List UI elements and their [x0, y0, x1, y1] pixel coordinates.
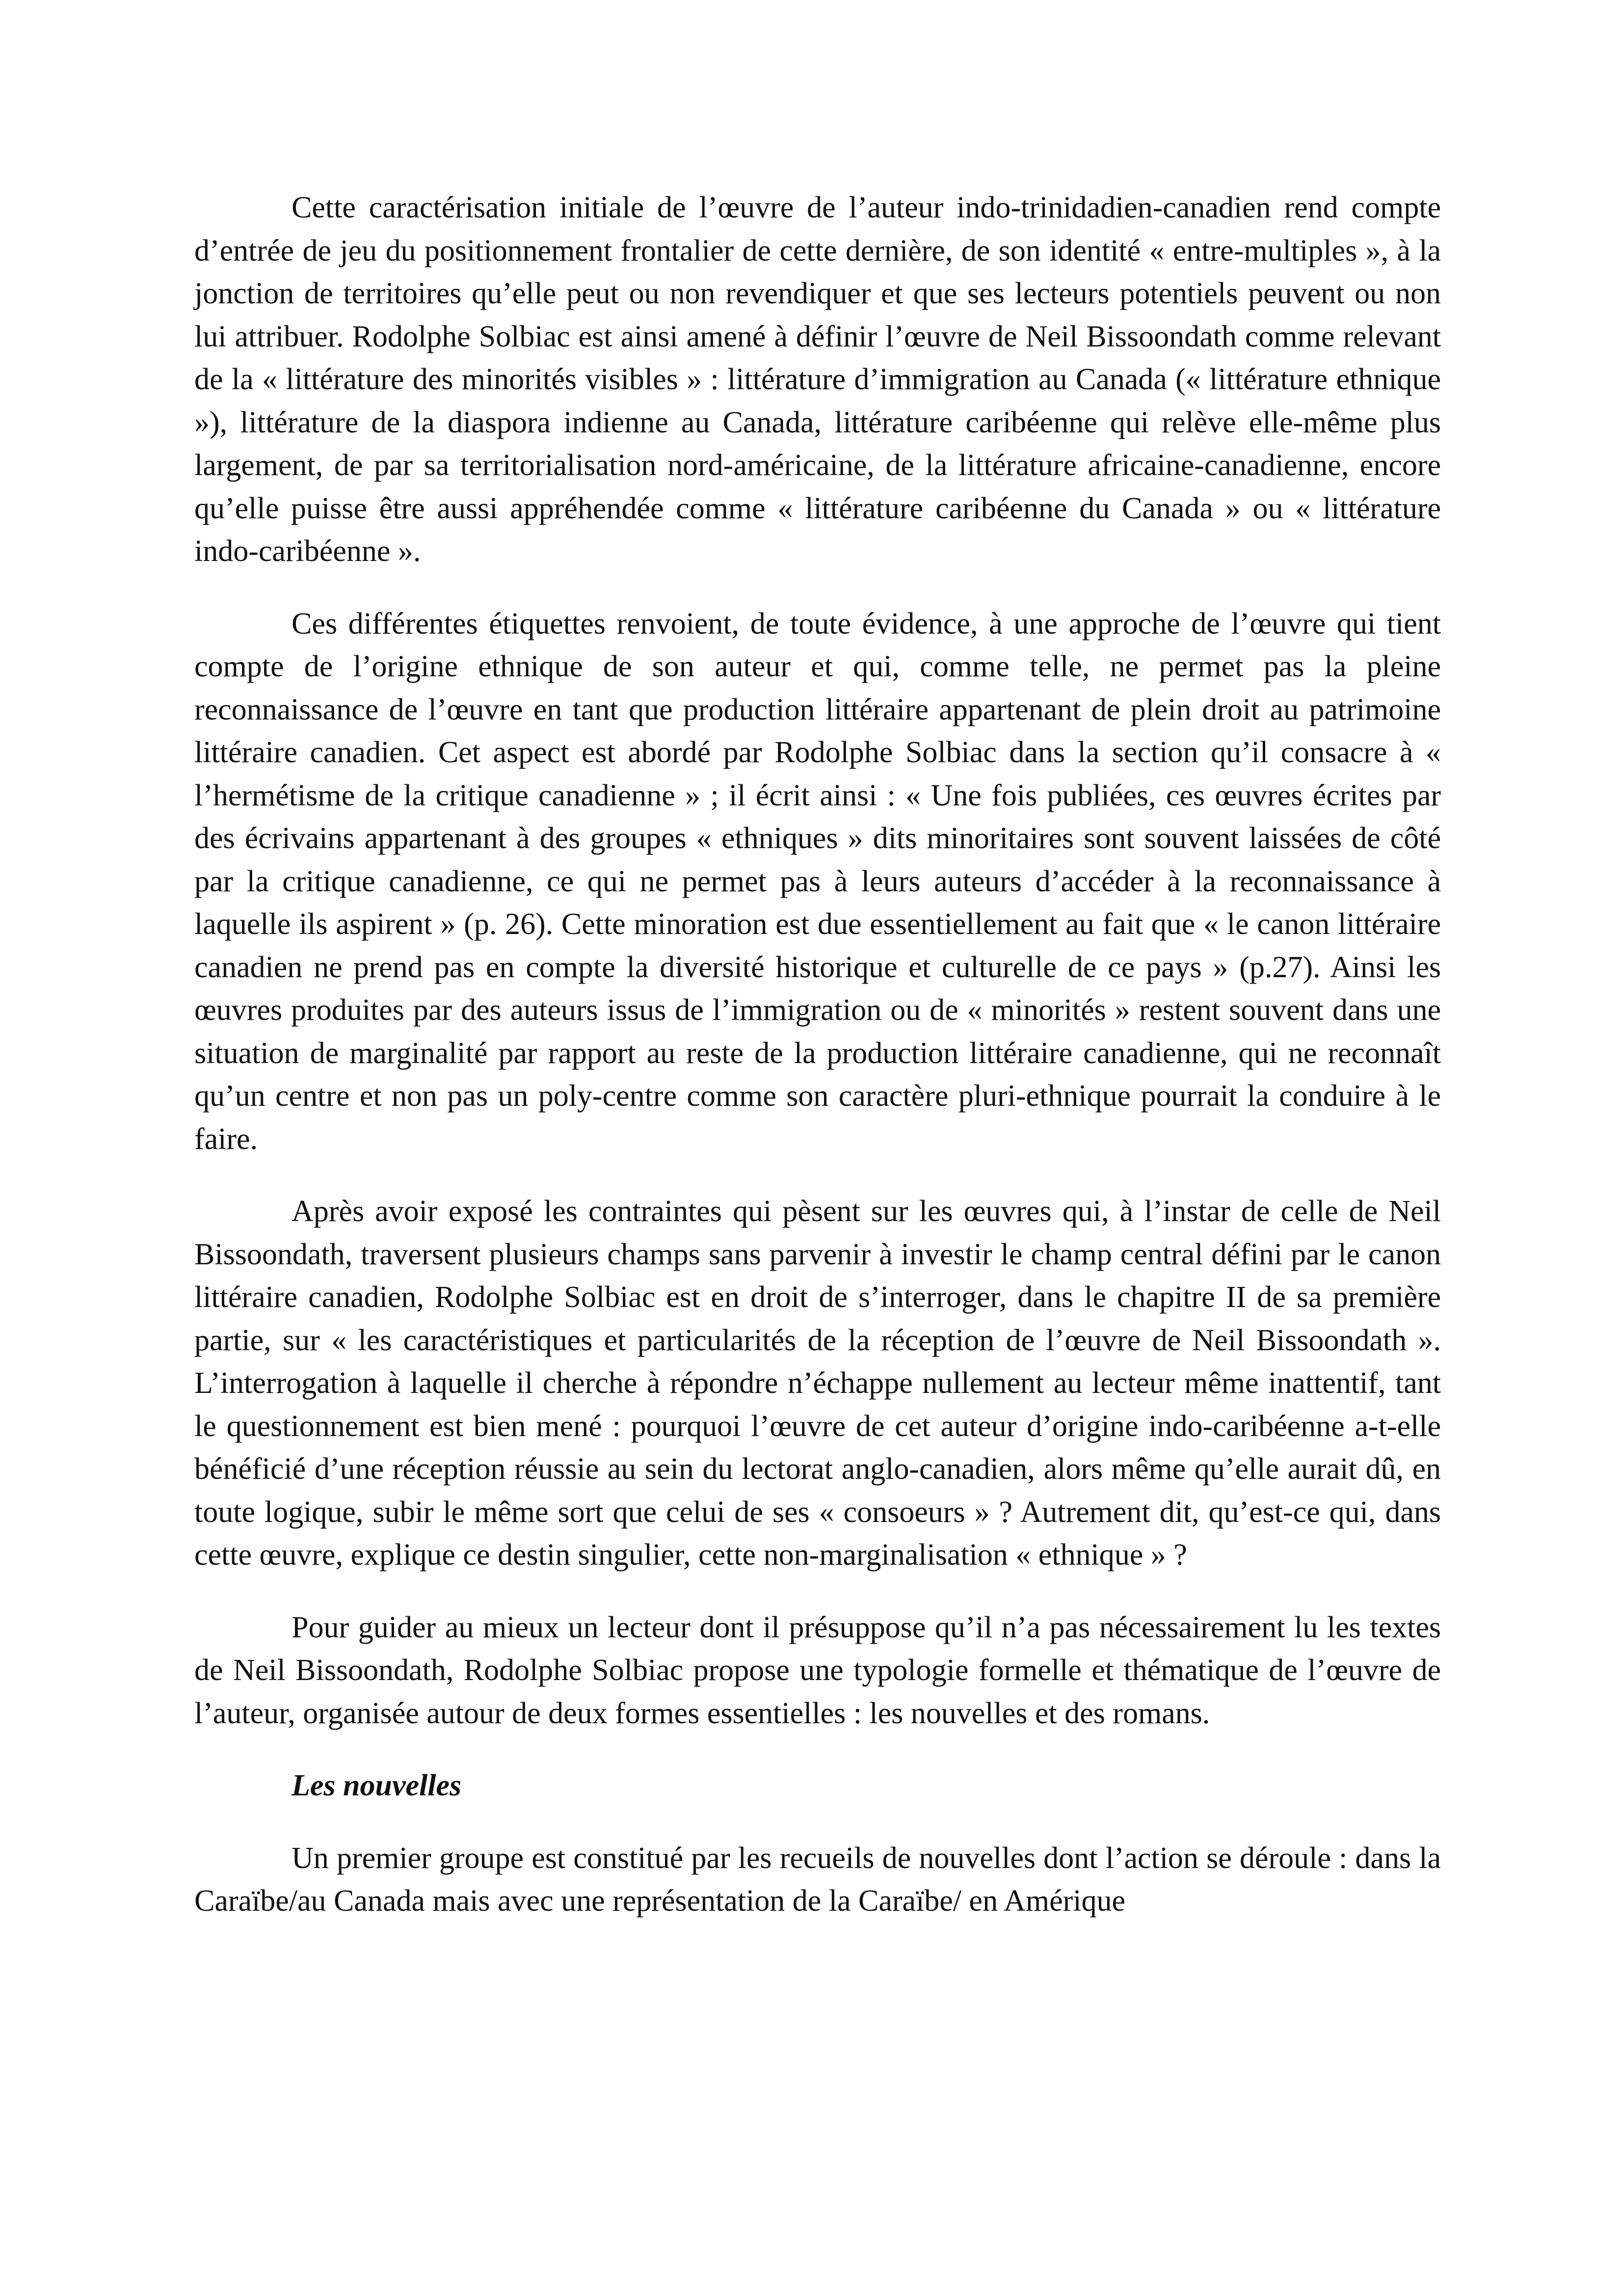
- paragraph-5: Un premier groupe est constitué par les recueils de nouvelles dont l’action se déroule : dans la Caraïbe/au Canada mais avec une représentation de la Caraïbe/ en Amérique: [194, 1841, 1441, 1918]
- paragraph-3: Après avoir exposé les contraintes qui pèsent sur les œuvres qui, à l’instar de celle de Neil Bissoondath, traversent plusieurs champs sans parvenir à investir le champ central défini par le canon littéraire canadien, Rodolphe Solbiac est en droit de s’interroger, dans le chapitre II de sa première partie, sur « les caractéristiques et particularités de la réception de l’œuvre de Neil Bissoondath ». L’interrogation à laquelle il cherche à répondre n’échappe nullement au lecteur même inattentif, tant le questionnement est bien mené : pourquoi l’œuvre de cet auteur d’origine indo-caribéenne a-t-elle bénéficié d’une réception réussie au sein du lectorat anglo-canadien, alors même qu’elle aurait dû, en toute logique, subir le même sort que celui de ses « consoeurs » ? Autrement dit, qu’est-ce qui, dans cette œuvre, explique ce destin singulier, cette non-marginalisation « ethnique » ?: [194, 1195, 1441, 1572]
- paragraph-4: Pour guider au mieux un lecteur dont il présuppose qu’il n’a pas nécessairement lu les textes de Neil Bissoondath, Rodolphe Solbiac propose une typologie formelle et thématique de l’œuvre de l’auteur, organisée autour de deux formes essentielles : les nouvelles et des romans.: [194, 1610, 1441, 1730]
- paragraph-1: Cette caractérisation initiale de l’œuvre de l’auteur indo-trinidadien-canadien rend compte d’entrée de jeu du positionnement frontalier de cette dernière, de son identité « entre-multiples », à la jonction de territoires qu’elle peut ou non revendiquer et que ses lecteurs potentiels peuvent ou non lui attribuer. Rodolphe Solbiac est ainsi amené à définir l’œuvre de Neil Bissoondath comme relevant de la « littérature des minorités visibles » : littérature d’immigration au Canada (« littérature ethnique »), littérature de la diaspora indienne au Canada, littérature caribéenne qui relève elle-même plus largement, de par sa territorialisation nord-américaine, de la littérature africaine-canadienne, encore qu’elle puisse être aussi appréhendée comme « littérature caribéenne du Canada » ou « littérature indo-caribéenne ».: [194, 191, 1441, 568]
- paragraph-2: Ces différentes étiquettes renvoient, de toute évidence, à une approche de l’œuvre qui tient compte de l’origine ethnique de son auteur et qui, comme telle, ne permet pas la pleine reconnaissance de l’œuvre en tant que production littéraire appartenant de plein droit au patrimoine littéraire canadien. Cet aspect est abordé par Rodolphe Solbiac dans la section qu’il consacre à « l’hermétisme de la critique canadienne » ; il écrit ainsi : « Une fois publiées, ces œuvres écrites par des écrivains appartenant à des groupes « ethniques » dits minoritaires sont souvent laissées de côté par la critique canadienne, ce qui ne permet pas à leurs auteurs d’accéder à la reconnaissance à laquelle ils aspirent » (p. 26). Cette minoration est due essentiellement au fait que « le canon littéraire canadien ne prend pas en compte la diversité historique et culturelle de ce pays » (p.27). Ainsi les œuvres produites par des auteurs issus de l’immigration ou de « minorités » restent souvent dans une situation de marginalité par rapport au reste de la production littéraire canadienne, qui ne reconnaît qu’un centre et non pas un poly-centre comme son caractère pluri-ethnique pourrait la conduire à le faire.: [194, 607, 1441, 1156]
- section-heading: Les nouvelles: [292, 1769, 462, 1802]
- document-page: [194, 187, 1441, 1952]
